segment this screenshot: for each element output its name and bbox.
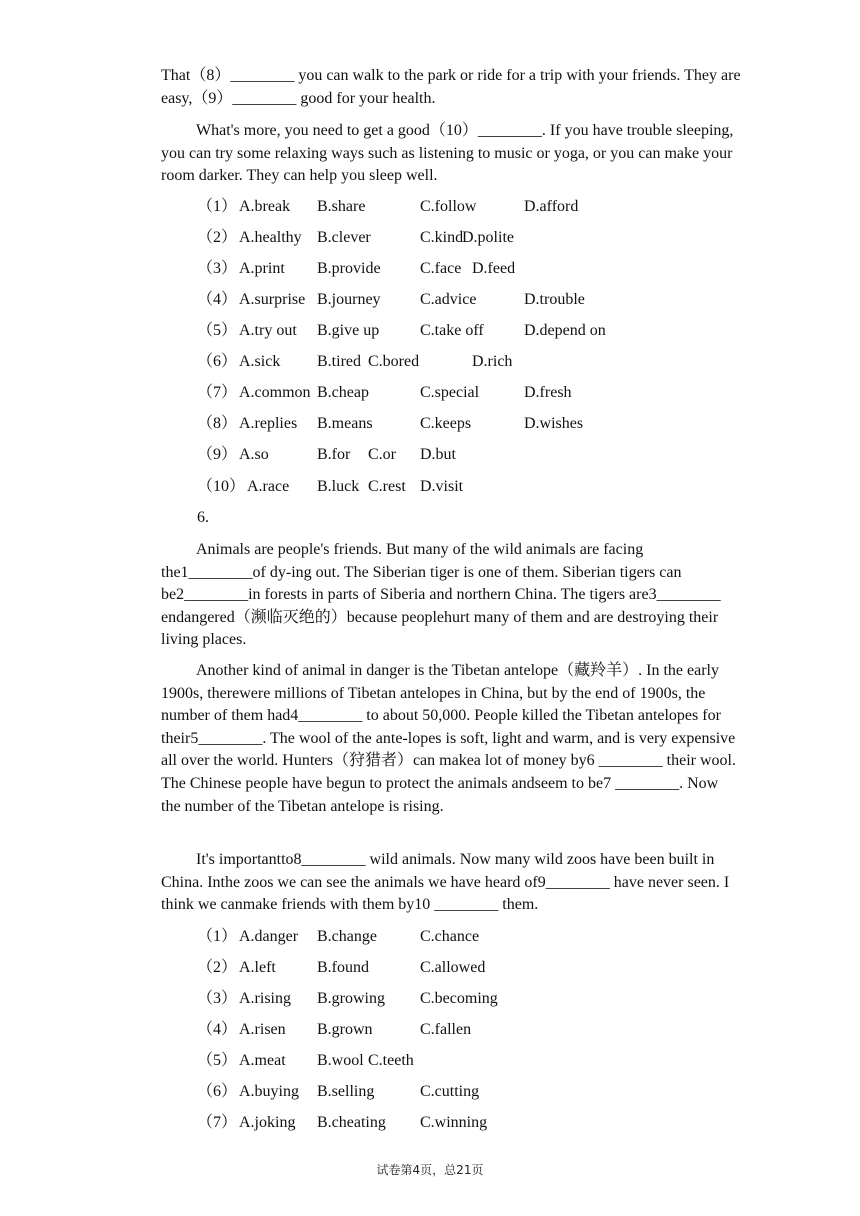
- option-c[interactable]: C.keeps: [420, 415, 472, 432]
- question-number: （3）: [197, 260, 238, 277]
- option-b[interactable]: B.give up: [317, 322, 380, 339]
- option-d[interactable]: D.wishes: [524, 415, 584, 432]
- option-a[interactable]: A.sick: [239, 353, 281, 370]
- question-number: （7）: [197, 1114, 238, 1131]
- option-b[interactable]: B.share: [317, 198, 366, 215]
- question-number: （1）: [197, 198, 238, 215]
- option-c[interactable]: C.allowed: [420, 959, 486, 976]
- option-d[interactable]: D.feed: [472, 260, 516, 277]
- question-number: （5）: [197, 322, 238, 339]
- question-number: （7）: [197, 384, 238, 401]
- question-number: （9）: [197, 446, 238, 463]
- passage-paragraph: [161, 65, 741, 110]
- option-b[interactable]: B.wool: [317, 1052, 364, 1069]
- option-b[interactable]: B.for: [317, 446, 351, 463]
- option-c[interactable]: C.advice: [420, 291, 477, 308]
- option-b[interactable]: B.provide: [317, 260, 381, 277]
- option-c[interactable]: C.chance: [420, 928, 480, 945]
- passage-paragraph: [161, 539, 741, 652]
- option-b[interactable]: B.means: [317, 415, 373, 432]
- paragraph-text: It's importantto8________ wild animals. Now many wild zoos have been built in China. Inthe zoos we can see the animals we have heard of9________ have never seen. I think we canmake friends with them by10 ________ them.: [161, 851, 730, 914]
- option-a[interactable]: A.joking: [239, 1114, 296, 1131]
- option-b[interactable]: B.change: [317, 928, 377, 945]
- option-c[interactable]: C.or: [368, 446, 396, 463]
- option-a[interactable]: A.common: [239, 384, 311, 401]
- option-c[interactable]: C.rest: [368, 478, 406, 495]
- question-number: （6）: [197, 1083, 238, 1100]
- option-c[interactable]: C.teeth: [368, 1052, 414, 1069]
- passage-paragraph: [161, 120, 741, 188]
- option-c[interactable]: C.face: [420, 260, 462, 277]
- option-b[interactable]: B.cheating: [317, 1114, 386, 1131]
- option-a[interactable]: A.healthy: [239, 229, 302, 246]
- question-number: （2）: [197, 229, 238, 246]
- passage-paragraph: [161, 660, 741, 818]
- option-c[interactable]: C.fallen: [420, 1021, 472, 1038]
- passage-paragraph: [161, 849, 741, 917]
- option-a[interactable]: A.meat: [239, 1052, 286, 1069]
- question-number: （4）: [197, 291, 238, 308]
- option-a[interactable]: A.replies: [239, 415, 298, 432]
- option-a[interactable]: A.risen: [239, 1021, 286, 1038]
- option-b[interactable]: B.grown: [317, 1021, 373, 1038]
- option-c[interactable]: C.special: [420, 384, 480, 401]
- option-b[interactable]: B.selling: [317, 1083, 375, 1100]
- option-c[interactable]: C.kind: [420, 229, 464, 246]
- option-a[interactable]: A.try out: [239, 322, 297, 339]
- question-number: （1）: [197, 928, 238, 945]
- option-c[interactable]: C.follow: [420, 198, 477, 215]
- option-b[interactable]: B.found: [317, 959, 369, 976]
- option-b[interactable]: B.tired: [317, 353, 361, 370]
- option-a[interactable]: A.print: [239, 260, 285, 277]
- option-d[interactable]: D.but: [420, 446, 456, 463]
- paragraph-text: Animals are people's friends. But many of the wild animals are facing the1________of dy-ing out. The Siberian tiger is one of them. Siberian tigers can be2________in forests in parts of Siberia and northern China. The tigers are3________ endangered（濒临灭绝的）because peoplehurt many of them and are destroying their living places.: [161, 541, 721, 649]
- page-footer: 试卷第4页，总21页: [376, 1163, 484, 1177]
- option-b[interactable]: B.cheap: [317, 384, 369, 401]
- option-d[interactable]: D.rich: [472, 353, 513, 370]
- option-d[interactable]: D.afford: [524, 198, 579, 215]
- question-number-heading: 6.: [197, 509, 209, 526]
- option-b[interactable]: B.luck: [317, 478, 360, 495]
- question-number: （8）: [197, 415, 238, 432]
- question-number: （2）: [197, 959, 238, 976]
- option-d[interactable]: D.depend on: [524, 322, 606, 339]
- question-number: （10）: [197, 478, 246, 495]
- option-d[interactable]: D.trouble: [524, 291, 585, 308]
- option-a[interactable]: A.break: [239, 198, 291, 215]
- option-c[interactable]: C.take off: [420, 322, 484, 339]
- option-b[interactable]: B.journey: [317, 291, 381, 308]
- option-a[interactable]: A.surprise: [239, 291, 306, 308]
- option-d[interactable]: D.polite: [462, 229, 514, 246]
- question-number: （4）: [197, 1021, 238, 1038]
- question-number: （6）: [197, 353, 238, 370]
- option-c[interactable]: C.cutting: [420, 1083, 480, 1100]
- question-number: （3）: [197, 990, 238, 1007]
- option-a[interactable]: A.left: [239, 959, 276, 976]
- option-c[interactable]: C.bored: [368, 353, 420, 370]
- option-c[interactable]: C.winning: [420, 1114, 488, 1131]
- option-a[interactable]: A.race: [247, 478, 290, 495]
- paragraph-text: What's more, you need to get a good（10）________. If you have trouble sleeping, you can try some relaxing ways such as listening to music or yoga, or you can make your room darker. They can help you sleep well.: [161, 122, 734, 185]
- paragraph-text: That（8）________ you can walk to the park or ride for a trip with your friends. They are easy,（9）________ good for your health.: [161, 67, 741, 107]
- question-number: （5）: [197, 1052, 238, 1069]
- option-a[interactable]: A.danger: [239, 928, 299, 945]
- option-b[interactable]: B.growing: [317, 990, 385, 1007]
- option-a[interactable]: A.buying: [239, 1083, 299, 1100]
- option-b[interactable]: B.clever: [317, 229, 371, 246]
- option-d[interactable]: D.visit: [420, 478, 464, 495]
- option-c[interactable]: C.becoming: [420, 990, 498, 1007]
- option-d[interactable]: D.fresh: [524, 384, 572, 401]
- paragraph-text: Another kind of animal in danger is the Tibetan antelope（藏羚羊）. In the early 1900s, therewere millions of Tibetan antelopes in China, but by the end of 1900s, the number of them had4________ to about 50,000. People killed the Tibetan antelopes for their5________. The wool of the ante-lopes is soft, light and warm, and is very expensive all over the world. Hunters（狩猎者）can makea lot of money by6 ________ their wool. The Chinese people have begun to protect the animals andseem to be7 ________. Now the number of the Tibetan antelope is rising.: [161, 662, 736, 815]
- option-a[interactable]: A.so: [239, 446, 269, 463]
- option-a[interactable]: A.rising: [239, 990, 291, 1007]
